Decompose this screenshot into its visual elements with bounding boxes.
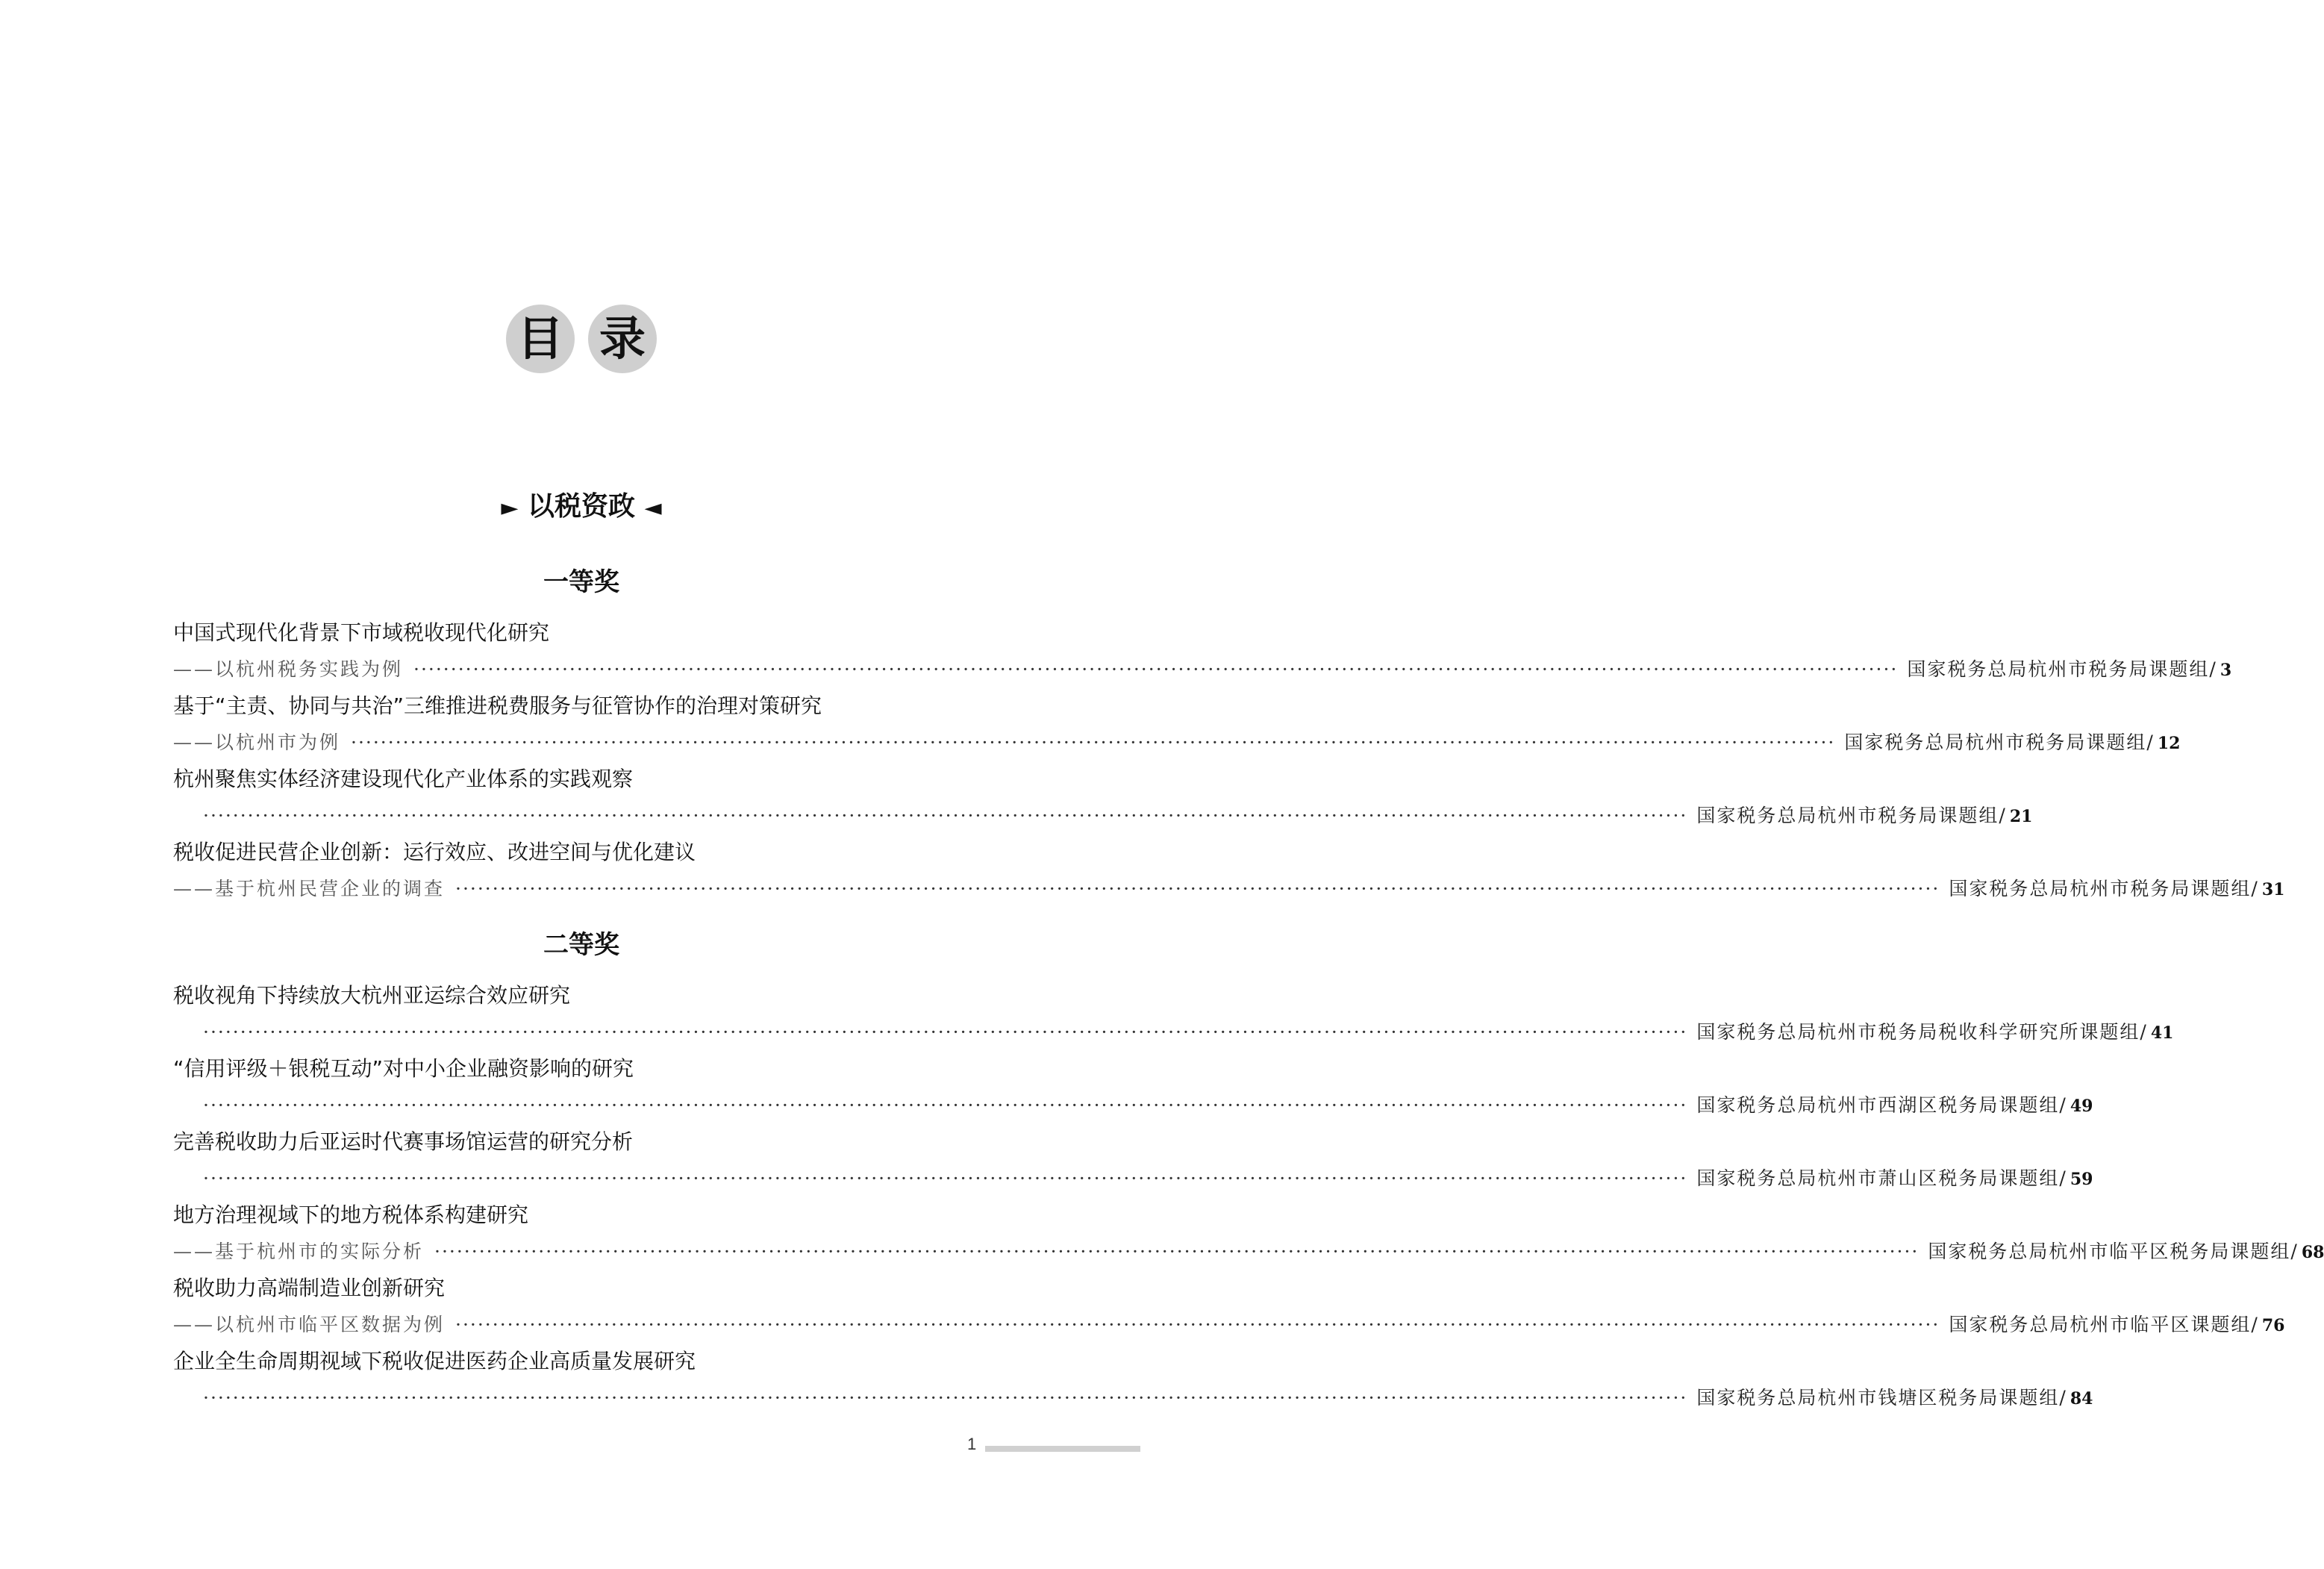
entry-detail-line xyxy=(173,870,2285,907)
entry-separator: / xyxy=(2209,658,2216,680)
entry-separator: / xyxy=(2059,1167,2066,1189)
entry-author: 国家税务总局杭州市税务局课题组 xyxy=(1696,805,1999,826)
entry-title: 基于“主责、协同与共治”三维推进税费服务与征管协作的治理对策研究 xyxy=(173,693,822,718)
dot-leader: ········································································································································································································ xyxy=(203,1094,1688,1116)
entry-detail-line xyxy=(173,1233,2324,1270)
award-heading-second: 二等奖 xyxy=(543,930,619,960)
entry-detail-line xyxy=(173,1160,2093,1197)
toc-entry xyxy=(173,614,2232,687)
toc-entry xyxy=(173,1343,2093,1416)
entry-separator: / xyxy=(2251,878,2258,899)
entry-title: 地方治理视域下的地方税体系构建研究 xyxy=(173,1203,529,1227)
triangle-left-icon: ◄ xyxy=(644,495,662,521)
toc-entry xyxy=(173,977,2174,1050)
entry-title: 中国式现代化背景下市域税收现代化研究 xyxy=(173,620,550,645)
entry-detail-line xyxy=(173,724,2181,761)
entry-title: 税收助力高端制造业创新研究 xyxy=(173,1276,446,1300)
entry-separator: / xyxy=(2290,1241,2297,1262)
entry-author: 国家税务总局杭州市税务局税收科学研究所课题组 xyxy=(1696,1021,2140,1043)
entry-author: 国家税务总局杭州市临平区税务局课题组 xyxy=(1928,1241,2291,1262)
entry-author: 国家税务总局杭州市临平区课题组 xyxy=(1949,1314,2252,1335)
dot-leader: ········································································································································································································ xyxy=(455,1314,1940,1335)
toc-title-char-1: 目 xyxy=(506,305,575,373)
entry-detail-line xyxy=(173,1379,2093,1416)
entry-subtitle: ——基于杭州市的实际分析 xyxy=(173,1241,425,1262)
entry-subtitle: ——以杭州税务实践为例 xyxy=(173,658,404,680)
dot-leader: ········································································································································································································ xyxy=(203,1021,1688,1043)
award-heading-first: 一等奖 xyxy=(543,567,619,597)
toc-title xyxy=(0,305,1163,373)
toc-entry xyxy=(173,687,2181,761)
toc-entry xyxy=(173,761,2033,834)
entry-page-number: 59 xyxy=(2070,1170,2093,1189)
entry-title: 企业全生命周期视域下税收促进医药企业高质量发展研究 xyxy=(173,1349,696,1373)
toc-entry xyxy=(173,1123,2093,1197)
entry-detail-line xyxy=(173,1306,2285,1343)
dot-leader: ········································································································································································································ xyxy=(203,1167,1688,1189)
award-entries-second xyxy=(173,977,2324,1416)
award-entries-first xyxy=(173,614,2285,907)
entry-author: 国家税务总局杭州市钱塘区税务局课题组 xyxy=(1696,1387,2060,1409)
entry-separator: / xyxy=(2140,1021,2146,1043)
entry-page-number: 12 xyxy=(2157,734,2181,753)
entry-detail-line xyxy=(173,651,2232,687)
entry-author: 国家税务总局杭州市税务局课题组 xyxy=(1844,732,2147,753)
toc-entry xyxy=(173,1197,2324,1270)
entry-author: 国家税务总局杭州市税务局课题组 xyxy=(1907,658,2210,680)
entry-title: 完善税收助力后亚运时代赛事场馆运营的研究分析 xyxy=(173,1129,634,1154)
entry-author: 国家税务总局杭州市税务局课题组 xyxy=(1949,878,2252,899)
entry-page-number: 3 xyxy=(2220,661,2232,680)
entry-detail-line xyxy=(173,797,2033,834)
dot-leader: ········································································································································································································ xyxy=(203,805,1688,826)
entry-separator: / xyxy=(1999,805,2005,826)
entry-detail-line xyxy=(173,1014,2174,1050)
entry-page-number: 31 xyxy=(2261,880,2285,899)
entry-page-number: 68 xyxy=(2301,1243,2324,1262)
entry-detail-line xyxy=(173,1087,2093,1123)
entry-title: 税收视角下持续放大杭州亚运综合效应研究 xyxy=(173,983,571,1008)
entry-separator: / xyxy=(2059,1387,2066,1409)
dot-leader: ········································································································································································································ xyxy=(434,1241,1920,1262)
toc-entry xyxy=(173,834,2285,907)
dot-leader: ········································································································································································································ xyxy=(455,878,1940,899)
page-number: 1 xyxy=(967,1435,977,1453)
toc-title-char-2: 录 xyxy=(588,305,657,373)
entry-page-number: 84 xyxy=(2070,1389,2093,1409)
entry-separator: / xyxy=(2146,732,2153,753)
entry-title: 杭州聚焦实体经济建设现代化产业体系的实践观察 xyxy=(173,767,634,791)
footer-bar xyxy=(985,1446,1140,1452)
entry-page-number: 49 xyxy=(2070,1097,2093,1116)
entry-page-number: 41 xyxy=(2150,1023,2174,1043)
entry-subtitle: ——以杭州市临平区数据为例 xyxy=(173,1314,446,1335)
dot-leader: ········································································································································································································ xyxy=(413,658,1899,680)
toc-entry xyxy=(173,1050,2093,1123)
toc-entry xyxy=(173,1270,2285,1343)
entry-title: “信用评级＋银税互动”对中小企业融资影响的研究 xyxy=(173,1056,634,1081)
entry-page-number: 76 xyxy=(2261,1316,2285,1335)
section-heading xyxy=(0,485,1163,523)
entry-separator: / xyxy=(2059,1094,2066,1116)
section-title: 以税资政 xyxy=(527,491,635,522)
entry-title: 税收促进民营企业创新：运行效应、改进空间与优化建议 xyxy=(173,840,696,864)
triangle-right-icon: ► xyxy=(501,495,519,521)
entry-subtitle: ——以杭州市为例 xyxy=(173,732,341,753)
dot-leader: ········································································································································································································ xyxy=(203,1387,1688,1409)
entry-subtitle: ——基于杭州民营企业的调查 xyxy=(173,878,446,899)
entry-author: 国家税务总局杭州市萧山区税务局课题组 xyxy=(1696,1167,2060,1189)
entry-page-number: 21 xyxy=(2009,807,2033,826)
entry-separator: / xyxy=(2251,1314,2258,1335)
dot-leader: ········································································································································································································ xyxy=(351,732,1836,753)
entry-author: 国家税务总局杭州市西湖区税务局课题组 xyxy=(1696,1094,2060,1116)
